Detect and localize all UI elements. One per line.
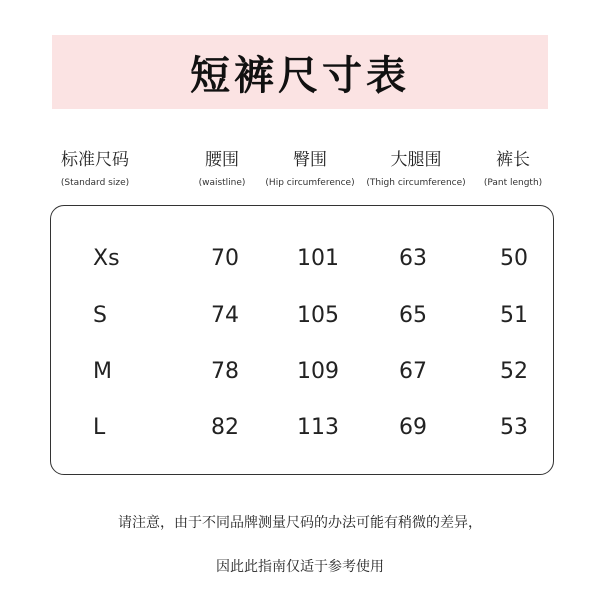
cell-length: 53 xyxy=(500,415,528,440)
column-header-length xyxy=(484,148,542,190)
column-header-size xyxy=(61,148,129,190)
column-header-waist xyxy=(199,148,246,190)
disclaimer-line-1: 请注意，由于不同品牌测量尺码的办法可能有稍微的差异， xyxy=(118,515,482,531)
table-row xyxy=(51,413,553,443)
table-header xyxy=(52,148,548,198)
column-header-thigh xyxy=(366,148,465,190)
column-header-label: 标准尺码 xyxy=(61,150,129,170)
cell-size: M xyxy=(93,359,112,384)
column-header-label: 大腿围 xyxy=(390,150,442,170)
size-table xyxy=(50,205,554,475)
cell-hip: 101 xyxy=(297,246,339,271)
cell-length: 50 xyxy=(500,246,528,271)
page-title: 短裤尺寸表 xyxy=(190,52,410,99)
cell-size: L xyxy=(93,415,106,440)
column-header-sublabel: (Pant length) xyxy=(483,178,543,188)
column-header-label: 臀围 xyxy=(292,150,327,170)
column-header-sublabel: (Thigh circumference) xyxy=(366,178,466,188)
cell-hip: 109 xyxy=(297,359,339,384)
title-banner xyxy=(52,35,548,109)
cell-thigh: 63 xyxy=(399,246,427,271)
table-row xyxy=(51,357,553,387)
column-header-label: 腰围 xyxy=(204,150,239,170)
cell-thigh: 69 xyxy=(399,415,427,440)
cell-length: 52 xyxy=(500,359,528,384)
cell-size: S xyxy=(93,303,107,328)
cell-length: 51 xyxy=(500,303,528,328)
cell-thigh: 65 xyxy=(399,303,427,328)
column-header-sublabel: (waistline) xyxy=(198,178,246,188)
cell-hip: 113 xyxy=(297,415,339,440)
cell-waist: 78 xyxy=(211,359,239,384)
cell-waist: 70 xyxy=(211,246,239,271)
cell-thigh: 67 xyxy=(399,359,427,384)
cell-waist: 74 xyxy=(211,303,239,328)
column-header-hip xyxy=(265,148,354,190)
column-header-label: 裤长 xyxy=(496,150,530,170)
cell-size: Xs xyxy=(93,246,120,271)
cell-waist: 82 xyxy=(211,415,239,440)
disclaimer-line-2: 因此此指南仅适于参考使用 xyxy=(216,559,384,575)
table-row xyxy=(51,244,553,274)
table-row xyxy=(51,301,553,331)
cell-hip: 105 xyxy=(297,303,339,328)
column-header-sublabel: (Standard size) xyxy=(60,178,130,188)
column-header-sublabel: (Hip circumference) xyxy=(265,178,355,188)
